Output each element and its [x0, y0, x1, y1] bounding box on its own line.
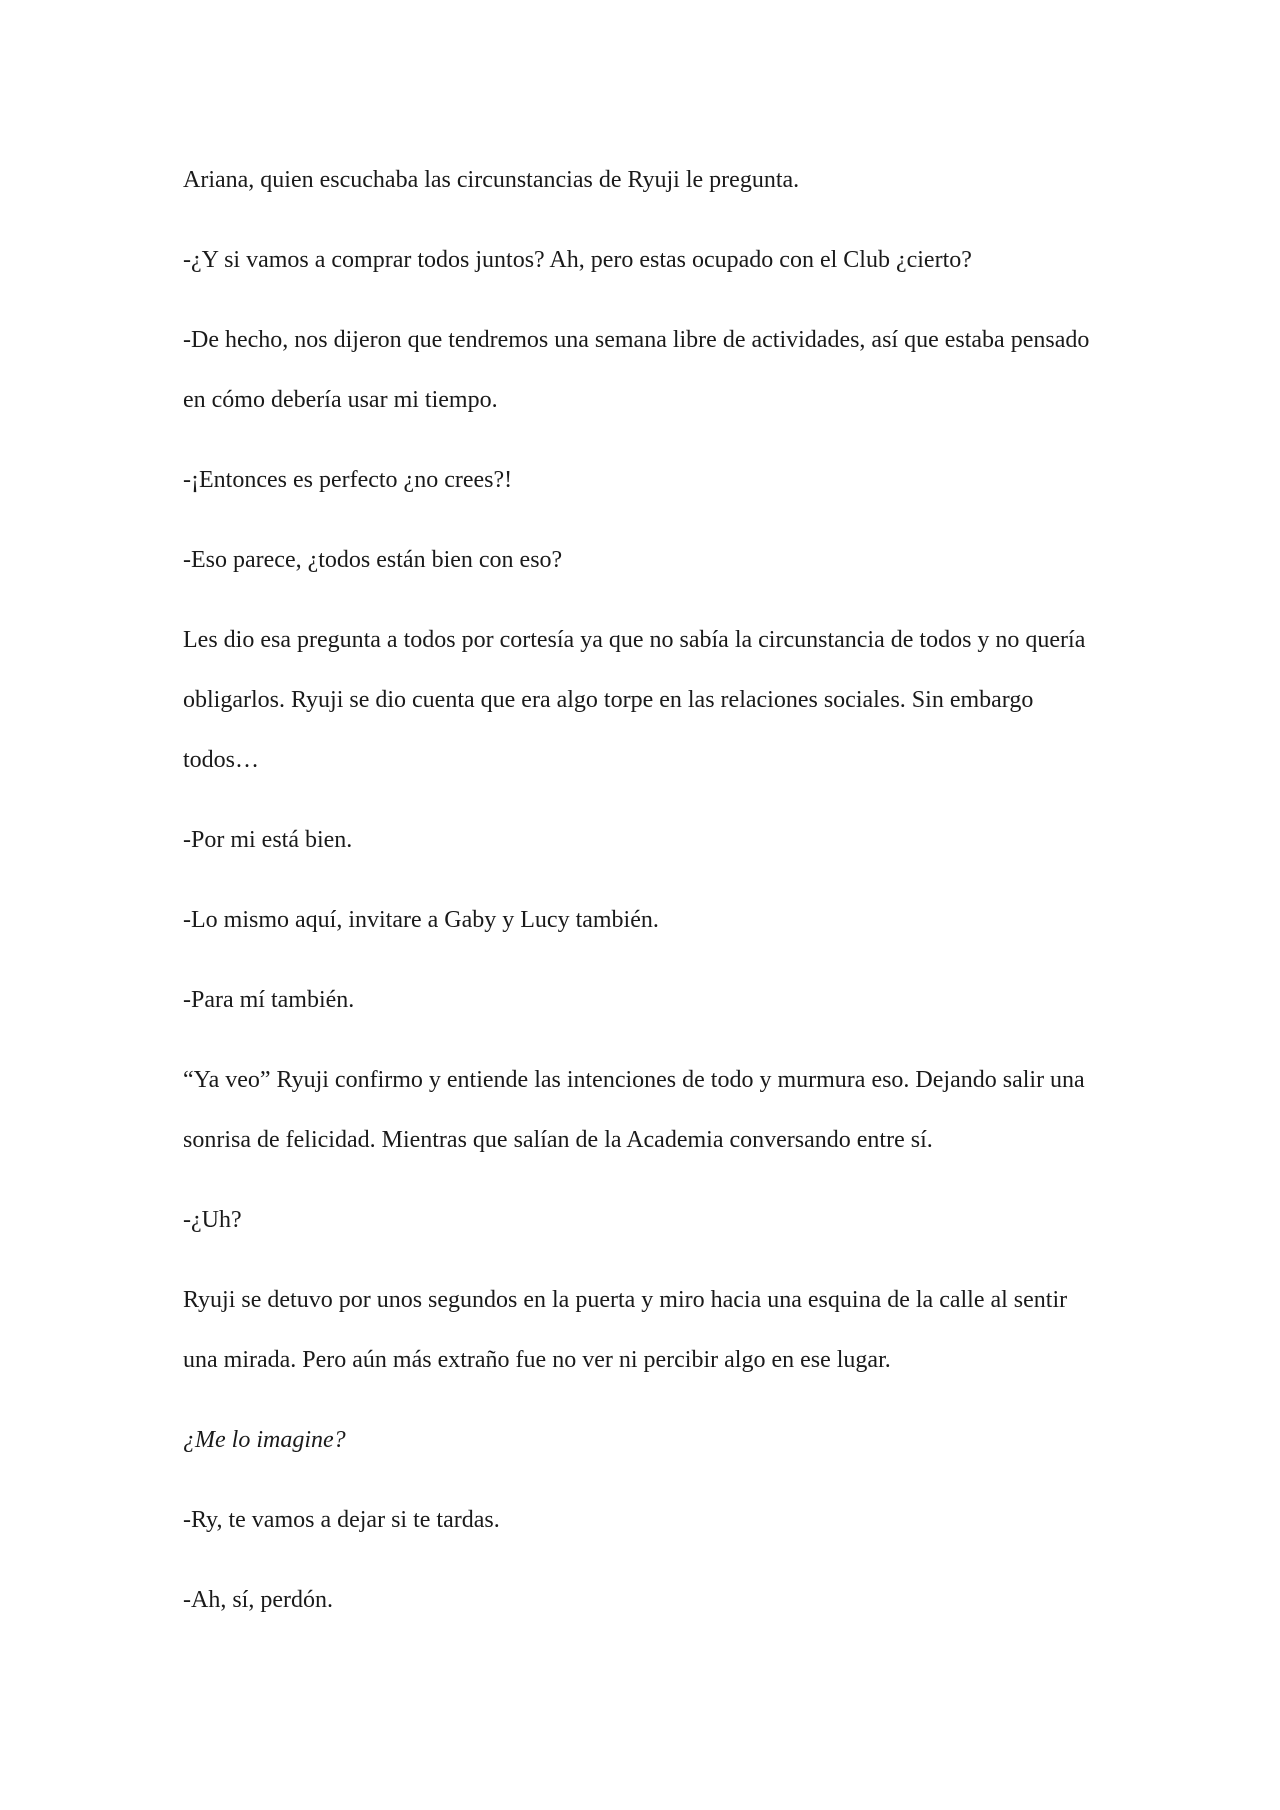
paragraph-11: -¿Uh?: [183, 1207, 242, 1233]
paragraph-2: -¿Y si vamos a comprar todos juntos? Ah, pero estas ocupado con el Club ¿cierto?: [183, 247, 972, 273]
paragraph-15: -Ah, sí, perdón.: [183, 1587, 333, 1613]
paragraph-4: -¡Entonces es perfecto ¿no crees?!: [183, 467, 513, 493]
paragraph-1: Ariana, quien escuchaba las circunstancias de Ryuji le pregunta.: [183, 167, 800, 193]
paragraph-10: “Ya veo” Ryuji confirmo y entiende las intenciones de todo y murmura eso. Dejando salir una sonrisa de felicidad. Mientras que salían de la Academia conversando entre sí.: [183, 1067, 1085, 1153]
paragraph-13-thought: ¿Me lo imagine?: [183, 1427, 346, 1453]
paragraph-6: Les dio esa pregunta a todos por cortesía ya que no sabía la circunstancia de todos y no quería obligarlos. Ryuji se dio cuenta que era algo torpe en las relaciones sociales. Sin embargo todos…: [183, 627, 1086, 773]
paragraph-14: -Ry, te vamos a dejar si te tardas.: [183, 1507, 500, 1533]
paragraph-12: Ryuji se detuvo por unos segundos en la puerta y miro hacia una esquina de la calle al sentir una mirada. Pero aún más extraño fue no ver ni percibir algo en ese lugar.: [183, 1287, 1068, 1373]
paragraph-7: -Por mi está bien.: [183, 827, 353, 853]
paragraph-9: -Para mí también.: [183, 987, 355, 1013]
paragraph-8: -Lo mismo aquí, invitare a Gaby y Lucy también.: [183, 907, 659, 933]
paragraph-5: -Eso parece, ¿todos están bien con eso?: [183, 547, 563, 573]
document-body: [183, 150, 1103, 1650]
paragraph-3: -De hecho, nos dijeron que tendremos una semana libre de actividades, así que estaba pensado en cómo debería usar mi tiempo.: [183, 327, 1090, 413]
